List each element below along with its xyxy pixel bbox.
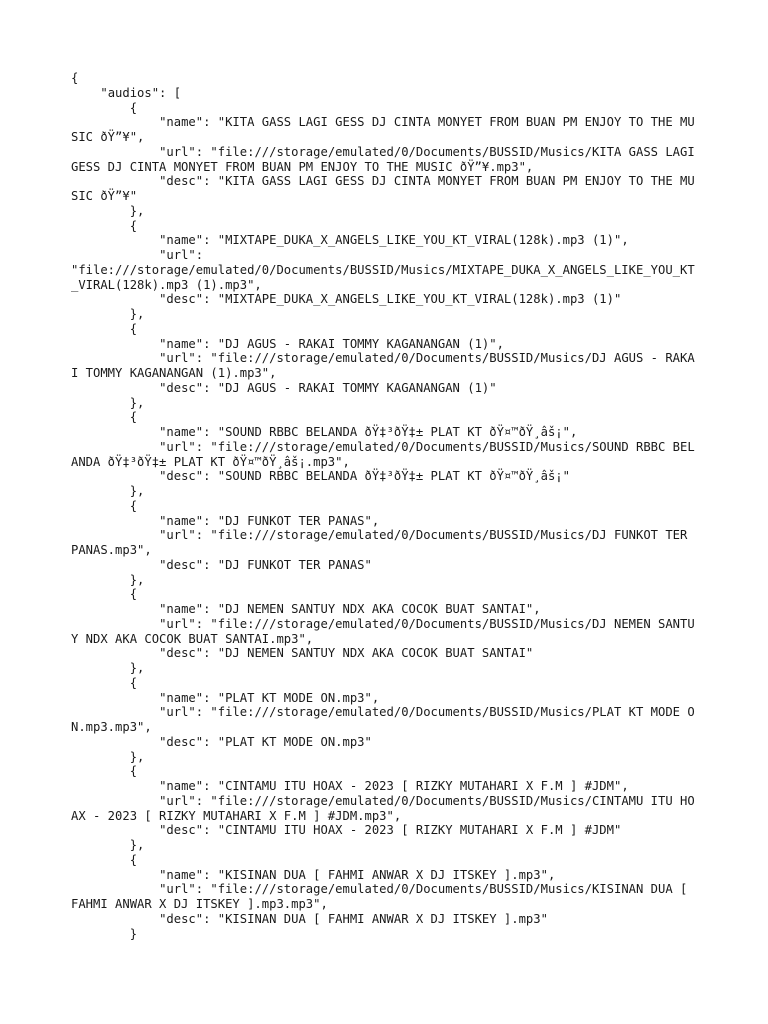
- code-line: "name": "MIXTAPE_DUKA_X_ANGELS_LIKE_YOU_KT_VIRAL(128k).mp3 (1)",: [71, 233, 629, 248]
- code-line: "desc": "PLAT KT MODE ON.mp3": [71, 734, 372, 749]
- code-line: "file:///storage/emulated/0/Documents/BUSSID/Musics/MIXTAPE_DUKA_X_ANGELS_LIKE_YOU_KT_VIRAL(128k).mp3 (1).mp3",: [71, 262, 695, 292]
- code-line: "url": "file:///storage/emulated/0/Documents/BUSSID/Musics/KISINAN DUA [ FAHMI ANWAR X DJ ITSKEY ].mp3.mp3",: [71, 882, 695, 911]
- code-line: "desc": "DJ NEMEN SANTUY NDX AKA COCOK BUAT SANTAI": [71, 646, 534, 661]
- code-line: "name": "DJ AGUS - RAKAI TOMMY KAGANANGAN (1)",: [71, 336, 504, 351]
- code-line: "desc": "KITA GASS LAGI GESS DJ CINTA MONYET FROM BUAN PM ENJOY TO THE MUSIC ðŸ”¥": [71, 174, 695, 203]
- code-line: "name": "SOUND RBBC BELANDA ðŸ‡³ðŸ‡± PLAT KT ðŸ¤™ðŸ¸âš¡",: [71, 425, 578, 439]
- code-line: },: [71, 307, 145, 321]
- code-line: "url": "file:///storage/emulated/0/Documents/BUSSID/Musics/KITA GASS LAGI GESS DJ CINTA MONYET FROM BUAN PM ENJOY TO THE MUSIC ðŸ”¥.mp3",: [71, 144, 703, 174]
- code-line: "desc": "DJ FUNKOT TER PANAS": [71, 557, 372, 572]
- code-line: "url": "file:///storage/emulated/0/Documents/BUSSID/Musics/DJ FUNKOT TER PANAS.mp3",: [71, 528, 695, 557]
- code-line: "url": "file:///storage/emulated/0/Documents/BUSSID/Musics/PLAT KT MODE ON.mp3.mp3",: [71, 705, 695, 734]
- code-line: },: [71, 395, 145, 410]
- code-line: "name": "KITA GASS LAGI GESS DJ CINTA MONYET FROM BUAN PM ENJOY TO THE MUSIC ðŸ”¥",: [71, 115, 695, 144]
- code-line: {: [71, 218, 138, 233]
- code-line: "name": "DJ NEMEN SANTUY NDX AKA COCOK BUAT SANTAI",: [71, 602, 541, 616]
- code-line: "desc": "DJ AGUS - RAKAI TOMMY KAGANANGAN (1)": [71, 380, 497, 395]
- code-line: "name": "CINTAMU ITU HOAX - 2023 [ RIZKY MUTAHARI X F.M ] #JDM",: [71, 779, 629, 793]
- code-line: "url": "file:///storage/emulated/0/Documents/BUSSID/Musics/DJ NEMEN SANTUY NDX AKA COCOK BUAT SANTAI.mp3",: [71, 616, 695, 646]
- code-line: "name": "KISINAN DUA [ FAHMI ANWAR X DJ ITSKEY ].mp3",: [71, 867, 556, 882]
- code-line: },: [71, 203, 145, 218]
- code-line: "url":: [71, 248, 204, 262]
- code-line: "desc": "CINTAMU ITU HOAX - 2023 [ RIZKY MUTAHARI X F.M ] #JDM": [71, 823, 622, 838]
- code-line: },: [71, 484, 145, 498]
- code-line: "desc": "MIXTAPE_DUKA_X_ANGELS_LIKE_YOU_KT_VIRAL(128k).mp3 (1)": [71, 292, 622, 307]
- code-line: "url": "file:///storage/emulated/0/Documents/BUSSID/Musics/DJ AGUS - RAKAI TOMMY KAGANANGAN (1).mp3",: [71, 351, 695, 380]
- code-line: {: [71, 410, 138, 425]
- code-line: {: [71, 852, 138, 867]
- code-line: },: [71, 749, 145, 764]
- code-line: {: [71, 321, 138, 336]
- code-line: {: [71, 587, 138, 602]
- code-line: "desc": "KISINAN DUA [ FAHMI ANWAR X DJ ITSKEY ].mp3": [71, 911, 548, 926]
- code-line: },: [71, 838, 145, 852]
- code-line: "desc": "SOUND RBBC BELANDA ðŸ‡³ðŸ‡± PLAT KT ðŸ¤™ðŸ¸âš¡": [71, 469, 570, 484]
- code-line: {: [71, 675, 138, 690]
- code-line: }: [71, 926, 138, 941]
- code-line: },: [71, 572, 145, 587]
- code-line: "name": "PLAT KT MODE ON.mp3",: [71, 690, 380, 705]
- json-document: [71, 71, 701, 941]
- code-line: },: [71, 661, 145, 675]
- code-line: "audios": [: [71, 85, 182, 100]
- code-line: {: [71, 100, 138, 115]
- code-line: {: [71, 498, 138, 513]
- code-line: {: [71, 764, 138, 779]
- code-line: "name": "DJ FUNKOT TER PANAS",: [71, 513, 380, 528]
- code-line: "url": "file:///storage/emulated/0/Documents/BUSSID/Musics/SOUND RBBC BELANDA ðŸ‡³ðŸ‡± PLAT KT ðŸ¤™ðŸ¸âš¡.mp3",: [71, 439, 695, 469]
- code-line: "url": "file:///storage/emulated/0/Documents/BUSSID/Musics/CINTAMU ITU HOAX - 2023 [ RIZKY MUTAHARI X F.M ] #JDM.mp3",: [71, 793, 695, 823]
- code-line: {: [71, 71, 79, 85]
